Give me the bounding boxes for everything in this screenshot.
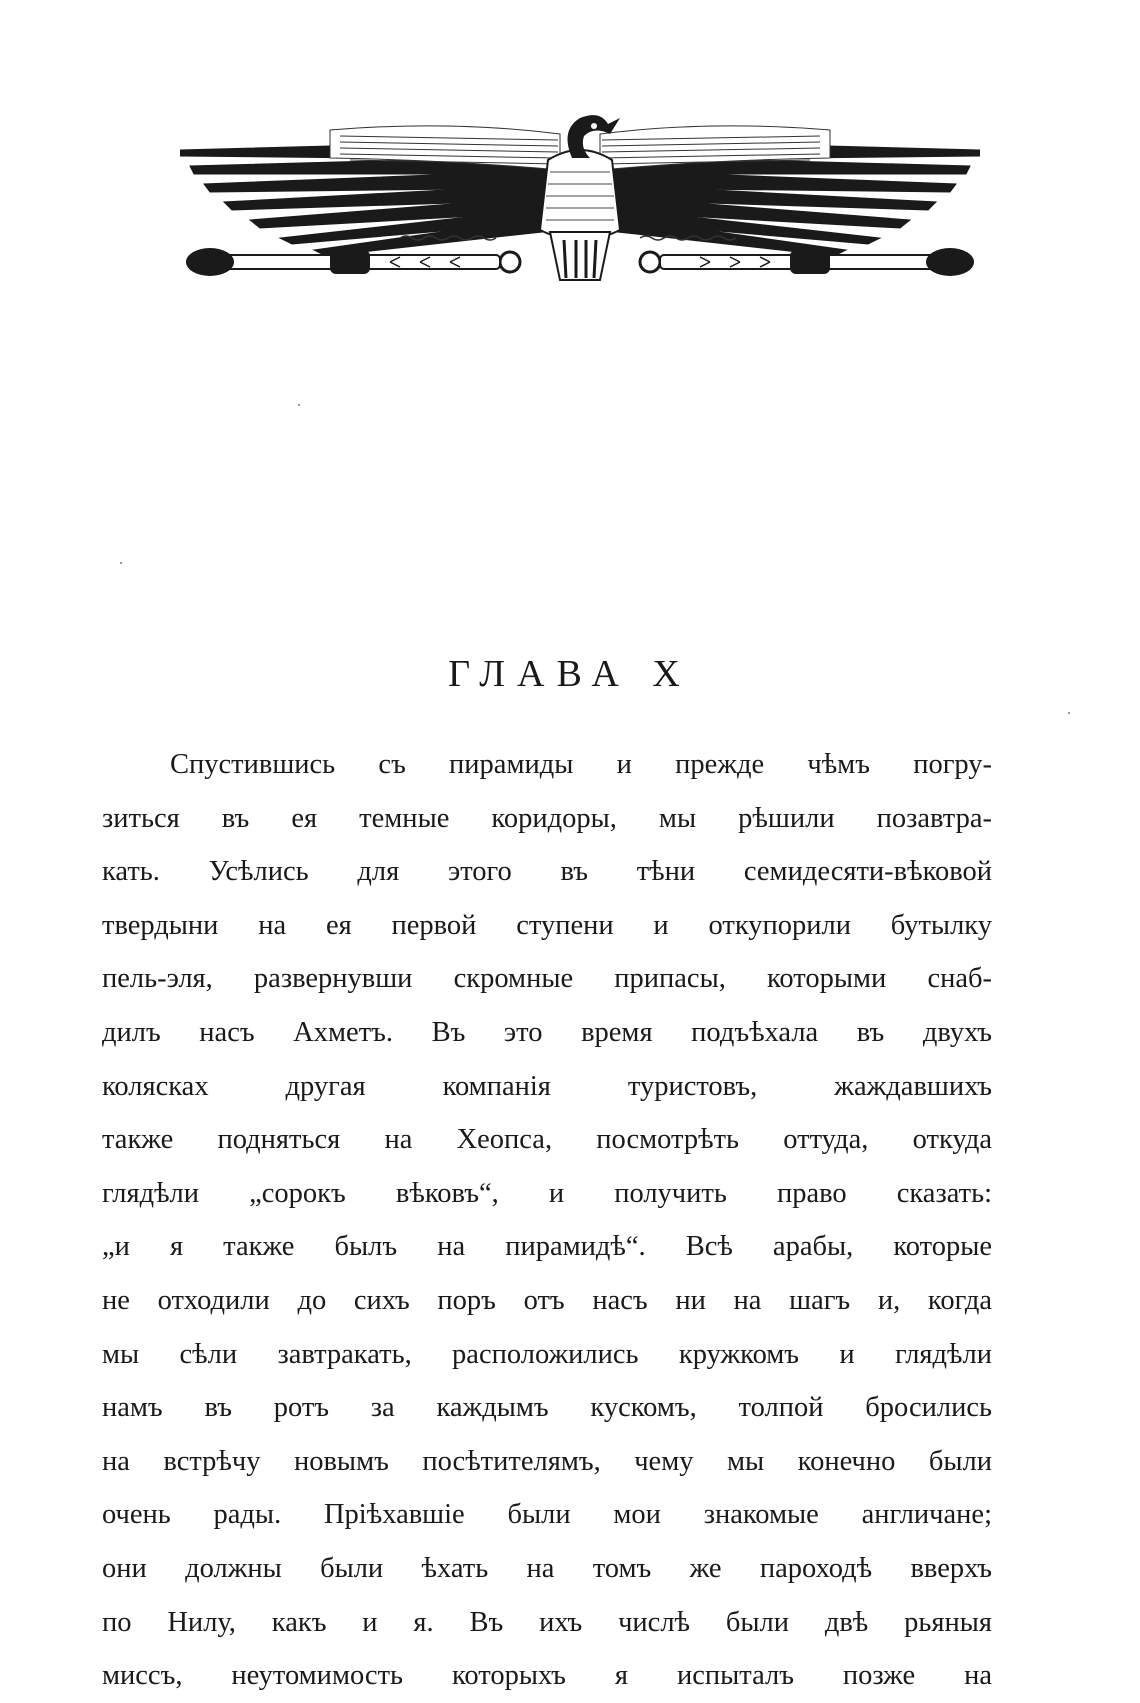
paragraph-line: они должны были ѣхать на томъ же пароходѣ вверхъ xyxy=(102,1552,992,1584)
chapter-title: ГЛАВА X xyxy=(448,653,692,695)
paragraph-line: мы сѣли завтракать, расположились кружкомъ и глядѣли xyxy=(102,1338,992,1370)
paragraph-line: Спустившись съ пирамиды и прежде чѣмъ погру- xyxy=(170,749,992,780)
paragraph-line: твердыни на ея первой ступени и откупорили бутылку xyxy=(102,909,992,941)
paragraph-line: кать. Усѣлись для этого въ тѣни семидесяти-вѣковой xyxy=(102,856,992,888)
paper-speck xyxy=(120,562,122,564)
paragraph-line: очень рады. Пріѣхавшіе были мои знакомые англичане; xyxy=(102,1499,992,1531)
paragraph-line: по Нилу, какъ и я. Въ ихъ числѣ были двѣ рьяныя xyxy=(102,1606,992,1638)
paragraph-line: намъ въ ротъ за каждымъ кускомъ, толпой бросились xyxy=(102,1392,992,1424)
chapter-paragraph xyxy=(102,738,992,1703)
paragraph-line: пель-эля, развернувши скромные припасы, которыми снаб- xyxy=(102,963,992,995)
winged-vulture-icon xyxy=(180,100,980,300)
paragraph-line: на встрѣчу новымъ посѣтителямъ, чему мы конечно были xyxy=(102,1445,992,1477)
paragraph-line: „и я также былъ на пирамидѣ“. Всѣ арабы, которые xyxy=(102,1231,992,1263)
paper-speck xyxy=(298,404,300,406)
paragraph-line: глядѣли „сорокъ вѣковъ“, и получить право сказать: xyxy=(102,1177,992,1209)
paragraph-line: зиться въ ея темные коридоры, мы рѣшили позавтра- xyxy=(102,802,992,834)
paper-speck xyxy=(1068,712,1070,714)
paragraph-line: колясках другая компанія туристовъ, жаждавшихъ xyxy=(102,1070,992,1102)
paragraph-line: дилъ насъ Ахметъ. Въ это время подъѣхала въ двухъ xyxy=(102,1016,992,1048)
paragraph-line: также подняться на Хеопса, посмотрѣть оттуда, откуда xyxy=(102,1124,992,1156)
paragraph-line: не отходили до сихъ поръ отъ насъ ни на шагъ и, когда xyxy=(102,1284,992,1316)
paragraph-line: миссъ, неутомимость которыхъ я испыталъ позже на xyxy=(102,1660,992,1692)
